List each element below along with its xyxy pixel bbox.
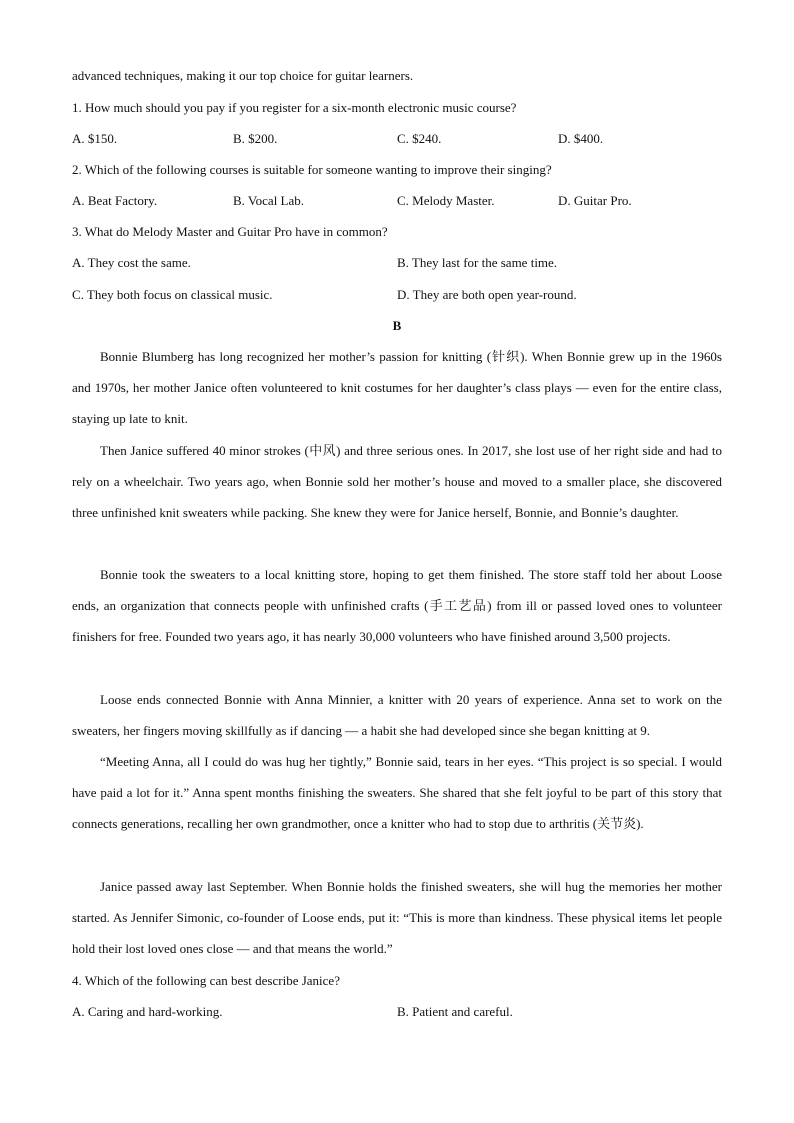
passage-paragraph-4: Loose ends connected Bonnie with Anna Minnier, a knitter with 20 years of experience. Anna set to work on the sweaters, her fingers moving skillfully as if dancing — a habit she had developed since she began knitting at 9.: [72, 692, 722, 739]
question-3-stem: 3. What do Melody Master and Guitar Pro have in common?: [72, 224, 388, 239]
question-2-option-a: A. Beat Factory.: [72, 193, 158, 208]
question-1-option-c: C. $240.: [397, 131, 442, 146]
question-2-option-b: B. Vocal Lab.: [233, 193, 305, 208]
question-1-option-a: A. $150.: [72, 131, 118, 146]
question-4-option-b: B. Patient and careful.: [397, 1004, 513, 1019]
question-1-option-b: B. $200.: [233, 131, 278, 146]
passage-paragraph-6: Janice passed away last September. When Bonnie holds the finished sweaters, she will hug the memories her mother started. As Jennifer Simonic, co-founder of Loose ends, put it: “This is more than kindness. These physical items let people hold their lost loved ones close — and that means the world.”: [72, 879, 722, 957]
question-3-option-c: C. They both focus on classical music.: [72, 287, 273, 302]
passage-paragraph-1: Bonnie Blumberg has long recognized her mother’s passion for knitting (针织). When Bonnie grew up in the 1960s and 1970s, her mother Janice often volunteered to knit costumes for her daughter’s class plays — even for the entire class, staying up late to knit.: [72, 349, 722, 427]
question-3-option-b: B. They last for the same time.: [397, 255, 558, 270]
passage-paragraph-2: Then Janice suffered 40 minor strokes (中风) and three serious ones. In 2017, she lost use of her right side and had to rely on a wheelchair. Two years ago, when Bonnie sold her mother’s house and moved to a smaller place, she discovered three unfinished knit sweaters while packing. She knew they were for Janice herself, Bonnie, and Bonnie’s daughter.: [72, 443, 722, 521]
section-heading: B: [392, 318, 402, 333]
question-4-stem: 4. Which of the following can best describe Janice?: [72, 973, 340, 988]
passage-paragraph-3: Bonnie took the sweaters to a local knitting store, hoping to get them finished. The store staff told her about Loose ends, an organization that connects people with unfinished crafts (手工艺品) from ill or passed loved ones to volunteer finishers for free. Founded two years ago, it has nearly 30,000 volunteers who have finished around 3,500 projects.: [72, 567, 722, 645]
question-3-option-a: A. They cost the same.: [72, 255, 191, 270]
question-3-option-d: D. They are both open year-round.: [397, 287, 577, 302]
question-2-option-d: D. Guitar Pro.: [558, 193, 632, 208]
question-2-option-c: C. Melody Master.: [397, 193, 495, 208]
passage-paragraph-5: “Meeting Anna, all I could do was hug her tightly,” Bonnie said, tears in her eyes. “This project is so special. I would have paid a lot for it.” Anna spent months finishing the sweaters. She shared that she felt joyful to be part of this story that connects generations, recalling her own grandmother, once a knitter who had to stop due to arthritis (关节炎).: [72, 754, 722, 832]
question-1-stem: 1. How much should you pay if you register for a six-month electronic music course?: [72, 100, 517, 115]
question-1-option-d: D. $400.: [558, 131, 604, 146]
question-4-option-a: A. Caring and hard-working.: [72, 1004, 223, 1019]
intro-tail-text: advanced techniques, making it our top choice for guitar learners.: [72, 68, 414, 83]
question-2-stem: 2. Which of the following courses is suitable for someone wanting to improve their singing?: [72, 162, 552, 177]
